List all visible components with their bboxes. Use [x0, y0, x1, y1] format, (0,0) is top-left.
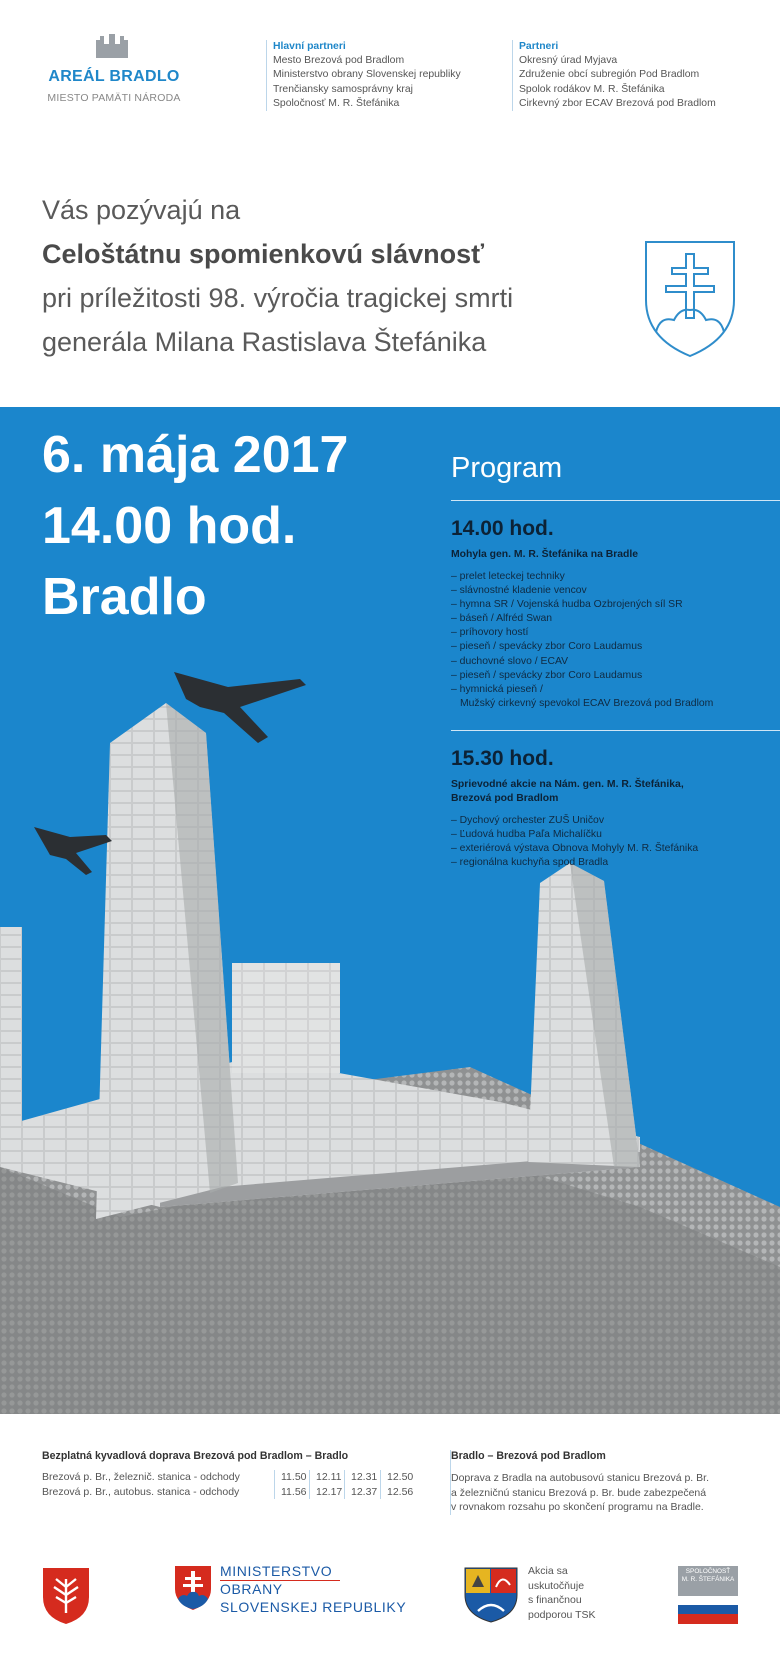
program-item: – Dychový orchester ZUŠ Uničov — [451, 815, 605, 826]
shuttle-stop: Brezová p. Br., železnič. stanica - odchody — [42, 1471, 240, 1483]
departure-time: 12.56 — [387, 1485, 414, 1498]
return-line: Doprava z Bradla na autobusovú stanicu Brezová p. Br. — [451, 1472, 709, 1484]
program-item: – prelet leteckej techniky — [451, 571, 565, 582]
program-item: – hymna SR / Vojenská hudba Ozbrojených síl SR — [451, 599, 683, 611]
departure-time: 11.50 — [281, 1471, 307, 1483]
program-time-1: 14.00 hod. — [451, 517, 554, 540]
partner-item: Ministerstvo obrany Slovenskej republiky — [273, 69, 461, 81]
event-place: Bradlo — [42, 568, 207, 626]
departure-time: 12.31 — [351, 1471, 378, 1483]
slovak-coat-of-arms-icon — [644, 240, 736, 358]
partner-item: Združenie obcí subregión Pod Bradlom — [519, 69, 700, 81]
flag-stripe-blue — [678, 1605, 738, 1614]
brezova-coat-of-arms-icon — [42, 1567, 90, 1625]
program-title: Program — [451, 452, 563, 484]
departure-time: 12.11 — [316, 1471, 342, 1483]
partner-item: Trenčiansky samosprávny kraj — [273, 83, 413, 95]
event-name: Celoštátnu spomienkovú slávnosť — [42, 239, 485, 269]
departure-time: 12.37 — [351, 1485, 378, 1498]
return-transport — [450, 1450, 751, 1515]
return-line: a železničnú stanicu Brezová p. Br. bude zabezpečená — [451, 1486, 707, 1499]
invitation-line: pri príležitosti 98. výročia tragickej smrti — [42, 283, 514, 313]
main-partners-heading: Hlavní partneri — [273, 41, 346, 52]
event-date: 6. mája 2017 — [42, 426, 349, 484]
partner-item: Mesto Brezová pod Bradlom — [273, 55, 405, 67]
ministry-line: OBRANY — [220, 1581, 283, 1597]
departure-time: 12.50 — [387, 1471, 414, 1483]
castle-icon — [96, 34, 128, 58]
flag-stripe-red — [678, 1614, 738, 1624]
partner-item: Spolok rodákov M. R. Štefánika — [519, 83, 665, 95]
program-item: – slávnostné kladenie vencov — [451, 585, 587, 597]
support-line: s finančnou — [528, 1594, 582, 1606]
invitation-line: Vás pozývajú na — [42, 195, 241, 225]
partners-heading: Partneri — [519, 41, 559, 52]
partner-item: Spoločnosť M. R. Štefánika — [273, 97, 400, 109]
departure-time: 11.56 — [281, 1485, 307, 1498]
stefanik-society-logo — [678, 1566, 738, 1624]
program-place-2 — [451, 778, 751, 806]
society-logo-line: M. R. ŠTEFÁNIKA — [681, 1576, 735, 1583]
program-item: – pieseň / spevácky zbor Coro Laudamus — [451, 641, 643, 653]
shuttle-heading: Bezplatná kyvadlová doprava Brezová pod Bradlom – Bradlo — [42, 1450, 349, 1462]
program-item: – Ľudová hudba Paľa Michalíčku — [451, 829, 602, 841]
slovak-coat-of-arms-icon — [174, 1565, 212, 1611]
program-place-line: Sprievodné akcie na Nám. gen. M. R. Štefánika, — [451, 779, 684, 790]
program-item: – báseň / Alfréd Swan — [451, 613, 553, 625]
logo-subtitle: MIESTO PAMÄTI NÁRODA — [47, 92, 181, 104]
invitation-line: generála Milana Rastislava Štefánika — [42, 327, 487, 357]
program-item: – exteriérová výstava Obnova Mohyly M. R. Štefánika — [451, 843, 699, 855]
shuttle-stop: Brezová p. Br., autobus. stanica - odchody — [42, 1485, 240, 1498]
program-item: – príhovory hostí — [451, 627, 529, 639]
program-item: – regionálna kuchyňa spod Bradla — [451, 857, 609, 869]
return-line: v rovnakom rozsahu po skončení programu na Bradle. — [451, 1501, 704, 1513]
program-time-2: 15.30 hod. — [451, 747, 554, 770]
ministry-name — [220, 1562, 406, 1616]
ministry-line: SLOVENSKEJ REPUBLIKY — [220, 1599, 407, 1615]
departure-time: 12.17 — [316, 1485, 343, 1498]
ministry-line: MINISTERSTVO — [220, 1563, 333, 1579]
return-box — [451, 1450, 751, 1515]
society-logo-line: SPOLOČNOSŤ — [685, 1568, 731, 1575]
flag-stripe-white — [678, 1596, 738, 1605]
departure-column — [309, 1470, 348, 1499]
society-logo-text — [678, 1566, 738, 1596]
program-item: – hymnická pieseň / — [451, 683, 543, 695]
logo-title: AREÁL BRADLO — [48, 68, 180, 85]
partner-item: Okresný úrad Myjava — [519, 55, 618, 67]
invitation-text — [42, 188, 622, 364]
support-line: podporou TSK — [528, 1608, 596, 1621]
program-list-1 — [451, 570, 771, 711]
tsk-coat-of-arms-icon — [464, 1567, 518, 1623]
support-line: Akcia sa — [528, 1565, 568, 1577]
shuttle-stops — [42, 1470, 240, 1499]
partner-item: Cirkevný zbor ECAV Brezová pod Bradlom — [519, 97, 716, 109]
program-place-1: Mohyla gen. M. R. Štefánika na Bradle — [451, 549, 639, 560]
tsk-support-text — [528, 1564, 596, 1622]
return-heading: Bradlo – Brezová pod Bradlom — [451, 1450, 606, 1462]
support-line: uskutočňuje — [528, 1579, 585, 1592]
program-item: – duchovné slovo / ECAV — [451, 655, 569, 667]
main-partners-list — [266, 40, 513, 111]
return-text — [451, 1471, 751, 1515]
program-list-2 — [451, 814, 771, 870]
divider — [451, 730, 780, 731]
program-place-line: Brezová pod Bradlom — [451, 793, 559, 804]
departure-column — [274, 1470, 313, 1499]
departure-column — [380, 1470, 419, 1499]
event-time: 14.00 hod. — [42, 497, 297, 555]
partners-list — [512, 40, 759, 111]
divider — [451, 500, 780, 501]
program-item: – pieseň / spevácky zbor Coro Laudamus — [451, 669, 643, 681]
departure-column — [344, 1470, 383, 1499]
program-item: Mužský cirkevný spevokol ECAV Brezová pod Bradlom — [460, 697, 714, 709]
